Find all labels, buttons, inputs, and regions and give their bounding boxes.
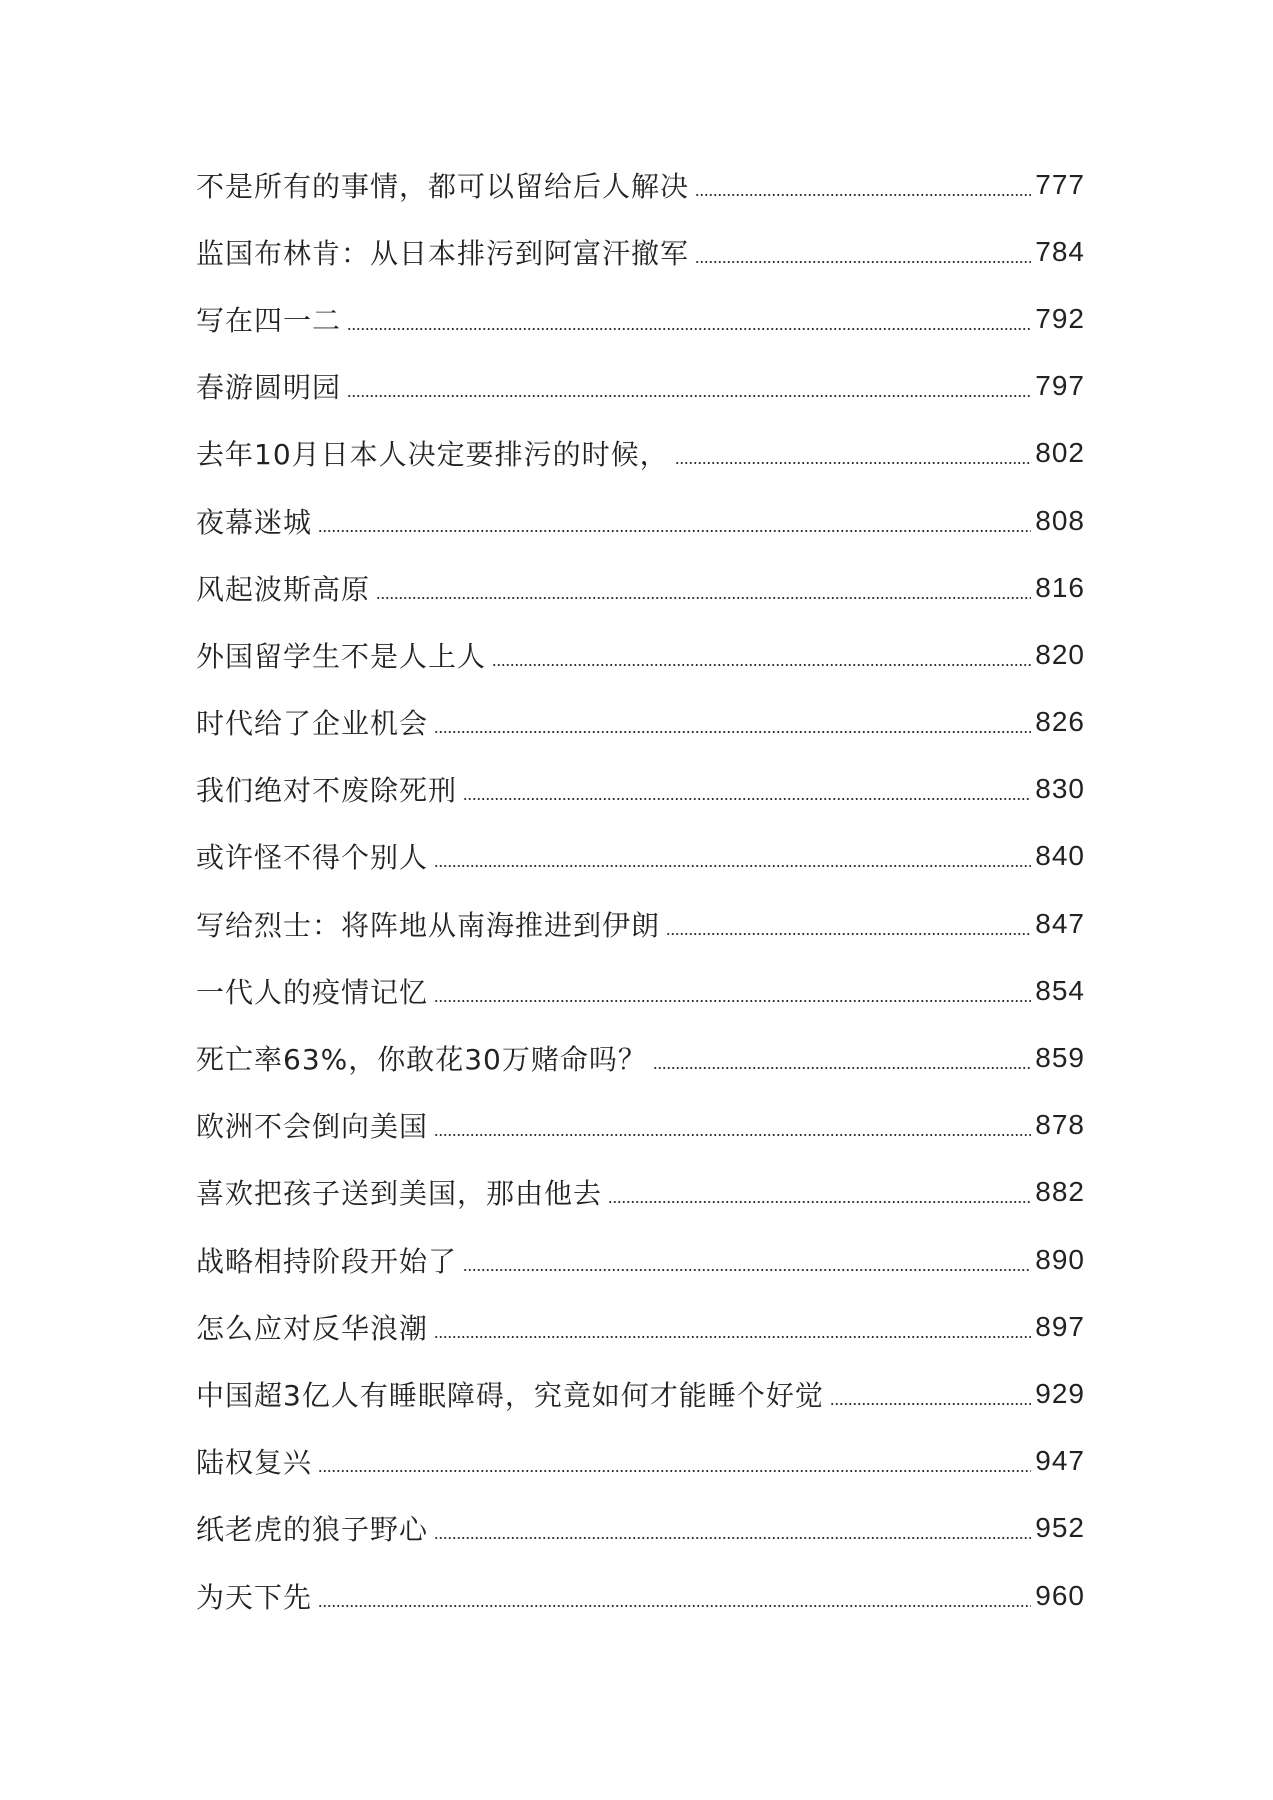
dot-leader <box>463 797 1031 801</box>
dot-leader <box>318 529 1031 533</box>
toc-entry <box>196 1428 1085 1495</box>
toc-entry <box>196 1562 1085 1629</box>
entry-page-number: 859 <box>1035 1042 1085 1074</box>
entry-title: 夜幕迷城 <box>196 505 313 539</box>
dot-leader <box>434 1335 1031 1339</box>
entry-title: 外国留学生不是人上人 <box>196 639 487 673</box>
dot-leader <box>318 1604 1031 1608</box>
entry-page-number: 854 <box>1035 974 1085 1006</box>
entry-title: 欧洲不会倒向美国 <box>196 1110 429 1144</box>
entry-title: 或许怪不得个别人 <box>196 841 429 875</box>
entry-title: 不是所有的事情，都可以留给后人解决 <box>196 169 690 203</box>
dot-leader <box>608 1200 1031 1204</box>
dot-leader <box>347 327 1031 331</box>
entry-title: 为天下先 <box>196 1580 313 1614</box>
entry-page-number: 890 <box>1035 1243 1085 1275</box>
entry-title: 陆权复兴 <box>196 1446 313 1480</box>
entry-title: 中国超3亿人有睡眠障碍，究竟如何才能睡个好觉 <box>196 1378 824 1412</box>
entry-title: 怎么应对反华浪潮 <box>196 1311 429 1345</box>
entry-page-number: 878 <box>1035 1109 1085 1141</box>
dot-leader <box>434 730 1031 734</box>
entry-title: 春游圆明园 <box>196 371 342 405</box>
entry-title: 我们绝对不废除死刑 <box>196 774 458 808</box>
entry-title: 一代人的疫情记忆 <box>196 975 429 1009</box>
dot-leader <box>830 1402 1031 1406</box>
entry-page-number: 947 <box>1035 1445 1085 1477</box>
entry-page-number: 840 <box>1035 840 1085 872</box>
entry-title: 喜欢把孩子送到美国，那由他去 <box>196 1177 603 1211</box>
dot-leader <box>376 596 1031 600</box>
entry-title: 战略相持阶段开始了 <box>196 1244 458 1278</box>
entry-page-number: 808 <box>1035 504 1085 536</box>
toc-entry <box>196 420 1085 487</box>
toc-entry <box>196 151 1085 218</box>
entry-page-number: 777 <box>1035 168 1085 200</box>
entry-title: 风起波斯高原 <box>196 572 371 606</box>
entry-page-number: 897 <box>1035 1310 1085 1342</box>
dot-leader <box>434 864 1031 868</box>
toc-entry <box>196 218 1085 285</box>
toc-entry <box>196 957 1085 1024</box>
toc-entry <box>196 1226 1085 1293</box>
entry-page-number: 952 <box>1035 1512 1085 1544</box>
entry-page-number: 820 <box>1035 638 1085 670</box>
dot-leader <box>695 193 1031 197</box>
toc-entry <box>196 1092 1085 1159</box>
dot-leader <box>463 1268 1031 1272</box>
entry-title: 时代给了企业机会 <box>196 707 429 741</box>
entry-page-number: 882 <box>1035 1176 1085 1208</box>
entry-page-number: 797 <box>1035 370 1085 402</box>
toc-entry <box>196 756 1085 823</box>
dot-leader <box>492 663 1031 667</box>
toc-entry <box>196 1495 1085 1562</box>
toc-entry <box>196 1360 1085 1427</box>
toc-entry <box>196 554 1085 621</box>
dot-leader <box>318 1469 1031 1473</box>
entry-title: 监国布林肯：从日本排污到阿富汗撤军 <box>196 236 690 270</box>
entry-title: 写在四一二 <box>196 303 342 337</box>
dot-leader <box>347 394 1031 398</box>
entry-page-number: 816 <box>1035 571 1085 603</box>
toc-entry <box>196 823 1085 890</box>
toc-entry <box>196 621 1085 688</box>
toc-entry <box>196 1159 1085 1226</box>
entry-title: 死亡率63%，你敢花30万赌命吗？ <box>196 1043 647 1077</box>
entry-title: 纸老虎的狼子野心 <box>196 1513 429 1547</box>
entry-page-number: 784 <box>1035 235 1085 267</box>
table-of-contents <box>196 151 1085 1629</box>
entry-page-number: 830 <box>1035 773 1085 805</box>
dot-leader <box>434 999 1031 1003</box>
toc-entry <box>196 1024 1085 1091</box>
toc-entry <box>196 285 1085 352</box>
entry-title: 写给烈士：将阵地从南海推进到伊朗 <box>196 908 661 942</box>
toc-entry <box>196 890 1085 957</box>
entry-page-number: 960 <box>1035 1579 1085 1611</box>
entry-page-number: 826 <box>1035 706 1085 738</box>
dot-leader <box>434 1536 1031 1540</box>
dot-leader <box>675 461 1032 465</box>
dot-leader <box>653 1066 1031 1070</box>
entry-page-number: 802 <box>1035 437 1085 469</box>
entry-page-number: 929 <box>1035 1377 1085 1409</box>
toc-entry <box>196 487 1085 554</box>
toc-entry <box>196 689 1085 756</box>
toc-entry <box>196 1293 1085 1360</box>
dot-leader <box>434 1133 1031 1137</box>
entry-page-number: 792 <box>1035 302 1085 334</box>
entry-page-number: 847 <box>1035 907 1085 939</box>
dot-leader <box>695 260 1031 264</box>
entry-title: 去年10月日本人决定要排污的时候， <box>196 438 669 472</box>
dot-leader <box>666 932 1031 936</box>
toc-entry <box>196 353 1085 420</box>
